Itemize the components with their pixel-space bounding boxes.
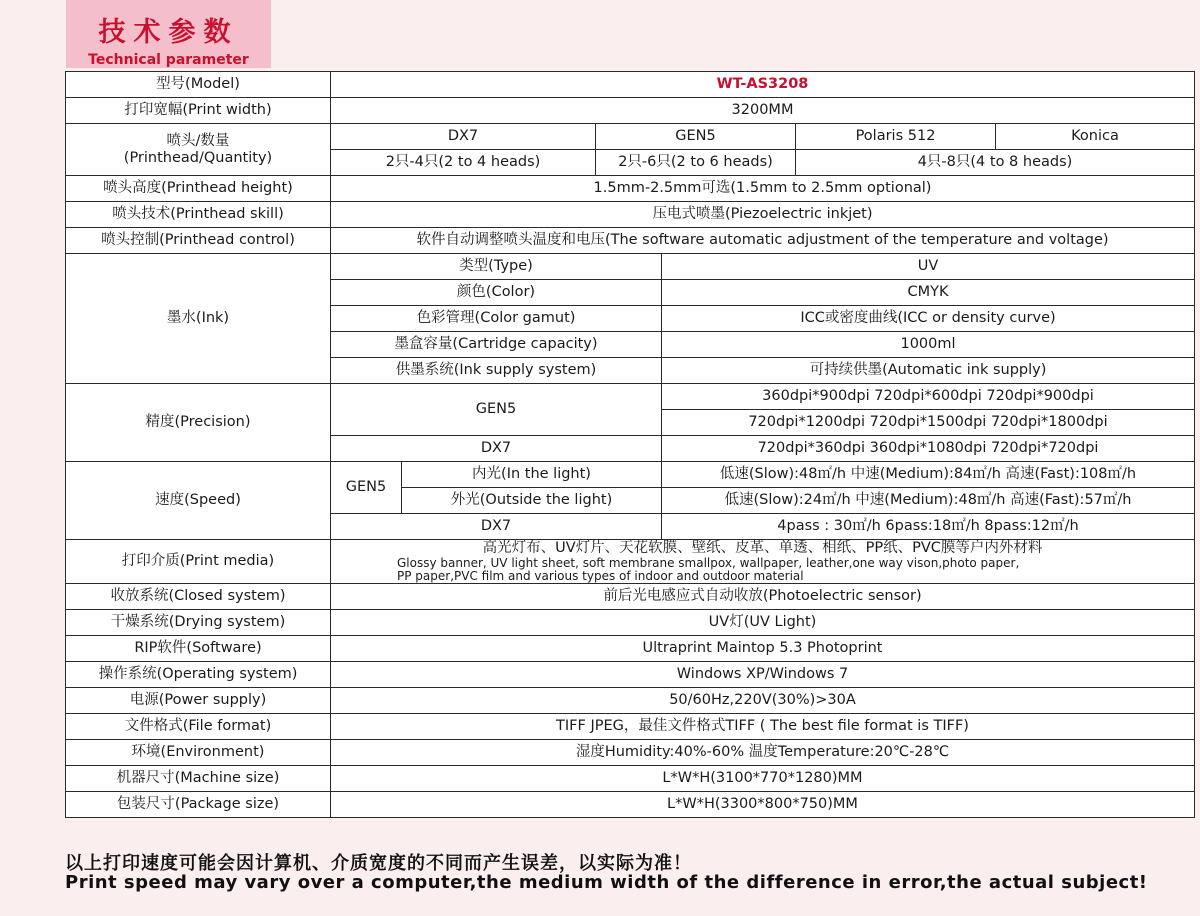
machine-size-label: 机器尺寸(Machine size) [66,766,331,792]
operating-system-label: 操作系统(Operating system) [66,662,331,688]
print-media-en-2: PP paper,PVC film and various types of indoor and outdoor material [397,569,804,583]
speed-in-light-value: 低速(Slow):48㎡/h 中速(Medium):84㎡/h 高速(Fast):108㎡/h [662,462,1195,488]
print-width-value: 3200MM [331,98,1195,124]
print-media-label: 打印介质(Print media) [66,540,331,584]
ink-item-label: 墨盒容量(Cartridge capacity) [331,332,662,358]
speed-in-light-label: 内光(In the light) [402,462,662,488]
row-model [66,72,1195,98]
title-en: Technical parameter [88,52,249,68]
closed-system-value: 前后光电感应式自动收放(Photoelectric sensor) [331,584,1195,610]
row-closed-system [66,584,1195,610]
speed-out-light-label: 外光(Outside the light) [402,488,662,514]
precision-label: 精度(Precision) [66,384,331,462]
printhead-height-value: 1.5mm-2.5mm可选(1.5mm to 2.5mm optional) [331,176,1195,202]
row-software [66,636,1195,662]
precision-gen5-line1: 360dpi*900dpi 720dpi*600dpi 720dpi*900dpi [662,384,1195,410]
row-precision-gen5-1 [66,384,1195,410]
ink-item-label: 颜色(Color) [331,280,662,306]
precision-dx7-value: 720dpi*360dpi 360dpi*1080dpi 720dpi*720dpi [662,436,1195,462]
ink-item-value: 可持续供墨(Automatic ink supply) [662,358,1195,384]
printhead-label-en: (Printhead/Quantity) [123,149,273,166]
print-media-cn: 高光灯布、UV灯片、天花软膜、壁纸、皮革、单透、相纸、PP纸、PVC膜等户内外材料 [482,540,1043,556]
print-media-en-1: Glossy banner, UV light sheet, soft membrane smallpox, wallpaper, leather,one way vison,photo paper, [397,556,1020,570]
row-operating-system [66,662,1195,688]
environment-label: 环境(Environment) [66,740,331,766]
printhead-label-cn: 喷头/数量 [166,132,230,149]
file-format-value: TIFF JPEG，最佳文件格式TIFF ( The best file format is TIFF) [331,714,1195,740]
drying-system-label: 干燥系统(Drying system) [66,610,331,636]
precision-gen5-label: GEN5 [331,384,662,436]
printhead-height-label: 喷头高度(Printhead height) [66,176,331,202]
printhead-control-label: 喷头控制(Printhead control) [66,228,331,254]
row-package-size [66,792,1195,818]
machine-size-value: L*W*H(3100*770*1280)MM [331,766,1195,792]
printhead-qty-gen5: 2只-6只(2 to 6 heads) [596,150,796,176]
model-value: WT-AS3208 [331,72,1195,98]
printhead-label [66,124,331,176]
row-machine-size [66,766,1195,792]
ink-item-value: ICC或密度曲线(ICC or density curve) [662,306,1195,332]
ink-item-value: 1000ml [662,332,1195,358]
printhead-skill-value: 压电式喷墨(Piezoelectric inkjet) [331,202,1195,228]
row-file-format [66,714,1195,740]
ink-item-value: CMYK [662,280,1195,306]
ink-item-value: UV [662,254,1195,280]
row-printhead-types [66,124,1195,150]
footer-note-en: Print speed may vary over a computer,the medium width of the difference in error,the actual subject! [65,872,1148,893]
printhead-skill-label: 喷头技术(Printhead skill) [66,202,331,228]
printhead-qty-polaris-konica: 4只-8只(4 to 8 heads) [796,150,1195,176]
precision-gen5-line2: 720dpi*1200dpi 720dpi*1500dpi 720dpi*1800dpi [662,410,1195,436]
printhead-qty-dx7: 2只-4只(2 to 4 heads) [331,150,596,176]
printhead-type-dx7: DX7 [331,124,596,150]
speed-label: 速度(Speed) [66,462,331,540]
printhead-type-gen5: GEN5 [596,124,796,150]
speed-dx7-value: 4pass : 30㎡/h 6pass:18㎡/h 8pass:12㎡/h [662,514,1195,540]
spec-table [65,71,1195,818]
speed-dx7-label: DX7 [331,514,662,540]
closed-system-label: 收放系统(Closed system) [66,584,331,610]
package-size-value: L*W*H(3300*800*750)MM [331,792,1195,818]
print-width-label: 打印宽幅(Print width) [66,98,331,124]
row-drying-system [66,610,1195,636]
row-printhead-skill [66,202,1195,228]
operating-system-value: Windows XP/Windows 7 [331,662,1195,688]
row-ink-type [66,254,1195,280]
printhead-control-value: 软件自动调整喷头温度和电压(The software automatic adjustment of the temperature and voltage) [331,228,1195,254]
ink-item-label: 色彩管理(Color gamut) [331,306,662,332]
software-label: RIP软件(Software) [66,636,331,662]
row-printhead-height [66,176,1195,202]
model-label: 型号(Model) [66,72,331,98]
drying-system-value: UV灯(UV Light) [331,610,1195,636]
software-value: Ultraprint Maintop 5.3 Photoprint [331,636,1195,662]
environment-value: 湿度Humidity:40%-60% 温度Temperature:20℃-28℃ [331,740,1195,766]
speed-out-light-value: 低速(Slow):24㎡/h 中速(Medium):48㎡/h 高速(Fast):57㎡/h [662,488,1195,514]
power-supply-value: 50/60Hz,220V(30%)>30A [331,688,1195,714]
power-supply-label: 电源(Power supply) [66,688,331,714]
ink-item-label: 类型(Type) [331,254,662,280]
package-size-label: 包装尺寸(Package size) [66,792,331,818]
speed-gen5-label: GEN5 [331,462,402,514]
print-media-value [331,540,1195,584]
row-print-width [66,98,1195,124]
precision-dx7-label: DX7 [331,436,662,462]
row-environment [66,740,1195,766]
printhead-type-polaris: Polaris 512 [796,124,996,150]
row-printhead-control [66,228,1195,254]
row-print-media [66,540,1195,584]
ink-item-label: 供墨系统(Ink supply system) [331,358,662,384]
file-format-label: 文件格式(File format) [66,714,331,740]
title-banner [66,0,271,68]
title-cn: 技术参数 [98,17,239,48]
row-speed-in-light [66,462,1195,488]
row-power-supply [66,688,1195,714]
footer-note-cn: 以上打印速度可能会因计算机、介质宽度的不同而产生误差，以实际为准！ [65,853,692,874]
printhead-type-konica: Konica [996,124,1195,150]
ink-label: 墨水(Ink) [66,254,331,384]
